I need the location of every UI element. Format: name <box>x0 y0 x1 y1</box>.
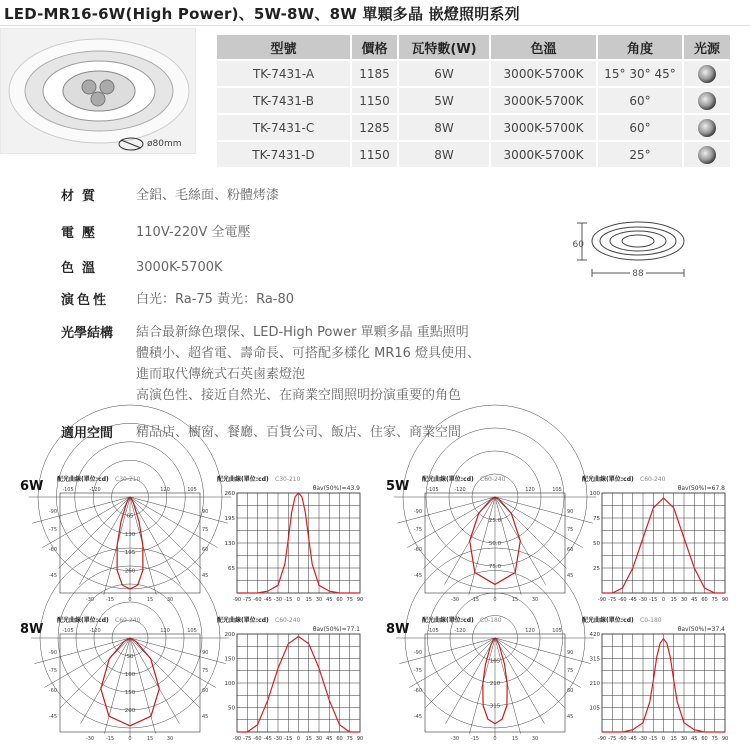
ring-label: 260 <box>124 568 136 575</box>
angle-label: 75 <box>567 668 574 674</box>
y-tick-label: 65 <box>228 566 235 572</box>
x-tick-label: -15 <box>284 597 293 603</box>
chart-label-8w-b: 8W <box>386 622 410 637</box>
angle-label: 120 <box>160 487 170 493</box>
x-tick-label: -75 <box>608 597 617 603</box>
chart-label-8w-a: 8W <box>20 622 44 637</box>
y-tick-label: 420 <box>589 632 600 638</box>
x-tick-label: -90 <box>597 597 607 603</box>
angle-label: -120 <box>89 628 101 634</box>
x-tick-label: 30 <box>680 736 688 742</box>
y-tick-label: 75 <box>593 516 600 522</box>
angle-label: 75 <box>567 527 574 533</box>
x-tick-label: 60 <box>336 736 343 742</box>
angle-label: -30 <box>450 736 460 742</box>
cell-color-temp: 3000K-5700K <box>491 88 596 113</box>
cell-wattage: 8W <box>399 142 489 167</box>
prop-line: 白光：Ra-75 黃光：Ra-80 <box>136 292 295 307</box>
bulb-icon <box>698 92 716 110</box>
prop-value <box>136 185 279 206</box>
x-tick-label: 75 <box>346 736 353 742</box>
x-tick-label: -30 <box>273 736 283 742</box>
x-tick-label: -75 <box>608 736 617 742</box>
polar-chart-2 <box>413 473 574 605</box>
y-tick-label: 200 <box>224 632 235 638</box>
angle-label: 105 <box>187 487 197 493</box>
angle-label: -90 <box>48 509 57 515</box>
angle-label: -75 <box>413 668 422 674</box>
x-tick-label: -60 <box>618 736 627 742</box>
y-tick-label: 100 <box>224 681 235 687</box>
cell-price: 1185 <box>352 61 397 86</box>
x-tick-label: 0 <box>296 597 301 603</box>
prop-label: 材質 <box>61 189 104 204</box>
header-price: 價格 <box>352 35 397 59</box>
prop-label: 演色性 <box>61 293 110 308</box>
theta-label: θav(50%)=77.1 <box>312 626 360 633</box>
table-row <box>217 115 730 140</box>
bulb-icon <box>698 146 716 164</box>
prop-color-temp <box>61 257 223 278</box>
chart-label-5w: 5W <box>386 479 410 494</box>
prop-label: 光學結構 <box>61 326 114 341</box>
chart-title: 配光曲線(單位:cd) <box>57 476 109 483</box>
angle-label: 90 <box>202 509 209 515</box>
angle-label: 30 <box>166 597 174 603</box>
polar-chart-1 <box>48 473 209 605</box>
ring-label: 315 <box>489 703 501 710</box>
ring-label: 65 <box>126 513 134 520</box>
angle-label: 0 <box>493 597 497 603</box>
cell-light-source <box>684 142 730 167</box>
x-tick-label: -45 <box>263 736 272 742</box>
angle-label: 120 <box>525 628 535 634</box>
prop-value <box>136 322 480 406</box>
angle-label: 120 <box>525 487 535 493</box>
cutout-size-label: ø80mm <box>147 139 182 149</box>
angle-label: 0 <box>128 736 132 742</box>
angle-label: -60 <box>413 688 422 694</box>
table-row <box>217 88 730 113</box>
page-title: LED-MR16-6W(High Power)、5W-8W、8W 單顆多晶 嵌燈照明系列 <box>4 5 520 23</box>
chart-title: 配光曲線(單位:cd) <box>422 617 474 624</box>
chart-title: 配光曲線(單位:cd) <box>582 476 634 483</box>
ring-label: 50.0 <box>488 541 502 547</box>
cell-wattage: 8W <box>399 115 489 140</box>
angle-label: 90 <box>202 650 209 656</box>
ring-label: 25.0 <box>488 518 502 524</box>
angle-label: 90 <box>567 509 574 515</box>
chart-title: 配光曲線(單位:cd) <box>422 476 474 483</box>
prop-line: 進而取代傳統式石英鹵素燈泡 <box>136 367 306 382</box>
prop-line: 3000K-5700K <box>136 260 223 275</box>
angle-label: 30 <box>166 736 174 742</box>
angle-label: -105 <box>427 487 439 493</box>
prop-value <box>136 222 250 243</box>
ring-label: 50 <box>126 654 134 660</box>
prop-optics <box>61 322 480 406</box>
x-tick-label: -90 <box>232 736 242 742</box>
x-tick-label: -75 <box>243 597 252 603</box>
y-tick-label: 195 <box>224 516 235 522</box>
x-tick-label: 15 <box>305 736 312 742</box>
product-photo <box>0 28 196 154</box>
chart-code: C30-210 <box>115 476 141 483</box>
ring-label: 195 <box>124 550 136 557</box>
chart-title: 配光曲線(單位:cd) <box>57 617 109 624</box>
x-tick-label: 45 <box>691 597 698 603</box>
prop-label: 適用空間 <box>61 426 114 441</box>
x-tick-label: -30 <box>638 597 648 603</box>
cell-color-temp: 3000K-5700K <box>491 115 596 140</box>
x-tick-label: -60 <box>253 736 262 742</box>
cell-color-temp: 3000K-5700K <box>491 142 596 167</box>
prop-value <box>136 422 461 443</box>
dimension-drawing <box>570 215 690 285</box>
prop-value <box>136 289 294 310</box>
angle-label: 45 <box>567 573 574 579</box>
angle-label: 0 <box>493 736 497 742</box>
y-tick-label: 50 <box>593 541 600 547</box>
cell-angle: 60° <box>598 115 682 140</box>
x-tick-label: 45 <box>326 597 333 603</box>
chart-code: C0-180 <box>480 617 502 624</box>
x-tick-label: -60 <box>253 597 262 603</box>
prop-line: 精品店、櫥窗、餐廳、百貨公司、飯店、住家、商業空間 <box>136 425 462 440</box>
cell-model: TK-7431-A <box>217 61 350 86</box>
cell-light-source <box>684 61 730 86</box>
x-tick-label: 60 <box>336 597 343 603</box>
x-tick-label: 90 <box>356 597 364 603</box>
spec-table <box>215 33 732 169</box>
bulb-icon <box>698 119 716 137</box>
ring-label: 210 <box>489 681 501 687</box>
header-angle: 角度 <box>598 35 682 59</box>
x-tick-label: 0 <box>296 736 301 742</box>
angle-label: 75 <box>202 527 209 533</box>
cell-model: TK-7431-C <box>217 115 350 140</box>
x-tick-label: 30 <box>315 736 323 742</box>
angle-label: -30 <box>85 736 95 742</box>
angle-label: -105 <box>427 628 439 634</box>
ring-label: 130 <box>124 531 136 538</box>
x-tick-label: 15 <box>670 736 677 742</box>
angle-label: -15 <box>105 736 115 742</box>
cartesian-chart-3 <box>215 614 363 744</box>
cell-model: TK-7431-D <box>217 142 350 167</box>
cell-light-source <box>684 115 730 140</box>
prop-value <box>136 257 223 278</box>
angle-label: 15 <box>511 736 519 742</box>
x-tick-label: -90 <box>232 597 242 603</box>
x-tick-label: 75 <box>711 597 718 603</box>
header-color-temp: 色溫 <box>491 35 596 59</box>
header-wattage: 瓦特數(W) <box>399 35 489 59</box>
chart-title: 配光曲線(單位:cd) <box>217 476 269 483</box>
ring-label: 105 <box>489 658 501 665</box>
angle-label: -15 <box>470 736 480 742</box>
angle-label: -45 <box>48 573 57 579</box>
x-tick-label: -15 <box>649 597 658 603</box>
angle-label: -90 <box>413 650 422 656</box>
cell-color-temp: 3000K-5700K <box>491 61 596 86</box>
x-tick-label: 90 <box>721 736 729 742</box>
x-tick-label: -30 <box>273 597 283 603</box>
cell-angle: 15° 30° 45° <box>598 61 682 86</box>
angle-label: -15 <box>105 597 115 603</box>
x-tick-label: -45 <box>263 597 272 603</box>
cutout-icon <box>118 137 144 151</box>
prop-line: 高演色性、接近自然光、在商業空間照明扮演重要的角色 <box>136 388 462 403</box>
angle-label: -90 <box>48 650 57 656</box>
title-divider <box>0 25 750 26</box>
angle-label: 60 <box>202 688 209 694</box>
angle-label: 45 <box>567 714 574 720</box>
prop-material <box>61 185 279 206</box>
x-tick-label: 60 <box>701 736 708 742</box>
y-tick-label: 315 <box>589 656 600 663</box>
angle-label: 60 <box>567 688 574 694</box>
angle-label: 0 <box>128 597 132 603</box>
prop-line: 結合最新綠色環保、LED-High Power 單顆多晶 重點照明 <box>136 325 469 340</box>
angle-label: 90 <box>567 650 574 656</box>
chart-code: C60-240 <box>640 476 666 483</box>
angle-label: 15 <box>146 736 154 742</box>
prop-cri <box>61 289 294 310</box>
ring-label: 75.0 <box>488 564 502 570</box>
angle-label: -120 <box>454 628 466 634</box>
angle-label: -45 <box>48 714 57 720</box>
cell-price: 1150 <box>352 142 397 167</box>
cartesian-chart-1 <box>215 473 363 605</box>
y-tick-label: 150 <box>224 656 235 663</box>
cell-angle: 60° <box>598 88 682 113</box>
cutout-size <box>118 137 182 151</box>
angle-label: 30 <box>531 597 539 603</box>
angle-label: -75 <box>48 668 57 674</box>
angle-label: 60 <box>202 547 209 553</box>
angle-label: -75 <box>48 527 57 533</box>
prop-voltage <box>61 222 250 243</box>
header-light-source: 光源 <box>684 35 730 59</box>
y-tick-label: 105 <box>589 705 600 712</box>
angle-label: -45 <box>413 714 422 720</box>
ring-label: 200 <box>124 708 136 714</box>
angle-label: 15 <box>146 597 154 603</box>
table-header-row <box>217 35 730 59</box>
angle-label: 120 <box>160 628 170 634</box>
x-tick-label: -15 <box>284 736 293 742</box>
angle-label: -105 <box>62 487 74 493</box>
angle-label: -45 <box>413 573 422 579</box>
ring-label: 100 <box>124 672 136 678</box>
ring-label: 150 <box>124 690 136 696</box>
table-row <box>217 142 730 167</box>
theta-label: θav(50%)=43.9 <box>312 485 360 492</box>
x-tick-label: 75 <box>711 736 718 742</box>
cartesian-chart-2 <box>580 473 728 605</box>
x-tick-label: 45 <box>326 736 333 742</box>
angle-label: 15 <box>511 597 519 603</box>
prop-line: 110V-220V 全電壓 <box>136 225 251 240</box>
x-tick-label: -60 <box>618 597 627 603</box>
prop-application <box>61 422 461 443</box>
y-tick-label: 260 <box>224 491 235 497</box>
x-tick-label: -30 <box>638 736 648 742</box>
x-tick-label: -75 <box>243 736 252 742</box>
cell-wattage: 6W <box>399 61 489 86</box>
x-tick-label: -45 <box>628 736 637 742</box>
chart-label-6w: 6W <box>20 479 44 494</box>
header-model: 型號 <box>217 35 350 59</box>
x-tick-label: 0 <box>661 736 666 742</box>
angle-label: -60 <box>413 547 422 553</box>
chart-title: 配光曲線(單位:cd) <box>217 617 269 624</box>
x-tick-label: 75 <box>346 597 353 603</box>
angle-label: 105 <box>552 487 562 493</box>
cell-angle: 25° <box>598 142 682 167</box>
y-tick-label: 130 <box>224 541 235 547</box>
chart-code: C0-180 <box>640 617 662 624</box>
angle-label: 60 <box>567 547 574 553</box>
prop-line: 體積小、超省電、壽命長、可搭配多樣化 MR16 燈具使用、 <box>136 346 481 361</box>
table-row <box>217 61 730 86</box>
theta-label: θav(50%)=67.8 <box>677 485 725 492</box>
y-tick-label: 100 <box>589 491 600 497</box>
angle-label: -120 <box>454 487 466 493</box>
dimension-height: 60 <box>572 240 584 250</box>
x-tick-label: -15 <box>649 736 658 742</box>
x-tick-label: 90 <box>721 597 729 603</box>
y-tick-label: 25 <box>593 566 600 572</box>
prop-label: 電壓 <box>61 226 104 241</box>
angle-label: 30 <box>531 736 539 742</box>
prop-label: 色溫 <box>61 261 104 276</box>
cartesian-chart-4 <box>580 614 728 744</box>
angle-label: -60 <box>48 547 57 553</box>
x-tick-label: 30 <box>315 597 323 603</box>
x-tick-label: 30 <box>680 597 688 603</box>
polar-chart-3 <box>48 614 209 744</box>
x-tick-label: -45 <box>628 597 637 603</box>
prop-line: 全鋁、毛絲面、粉體烤漆 <box>136 188 280 203</box>
cell-price: 1285 <box>352 115 397 140</box>
angle-label: 75 <box>202 668 209 674</box>
angle-label: 105 <box>552 628 562 634</box>
angle-label: -105 <box>62 628 74 634</box>
cell-price: 1150 <box>352 88 397 113</box>
angle-label: -120 <box>89 487 101 493</box>
chart-code: C60-240 <box>480 476 506 483</box>
polar-chart-4 <box>413 614 574 744</box>
theta-label: θav(50%)=37.4 <box>677 626 725 633</box>
angle-label: -75 <box>413 527 422 533</box>
angle-label: -30 <box>450 597 460 603</box>
cell-light-source <box>684 88 730 113</box>
dimension-width: 88 <box>632 269 644 279</box>
angle-label: 45 <box>202 573 209 579</box>
chart-title: 配光曲線(單位:cd) <box>582 617 634 624</box>
x-tick-label: 0 <box>661 597 666 603</box>
angle-label: -60 <box>48 688 57 694</box>
angle-label: 45 <box>202 714 209 720</box>
x-tick-label: 60 <box>701 597 708 603</box>
chart-code: C60-240 <box>275 617 301 624</box>
y-tick-label: 210 <box>589 681 600 687</box>
cell-wattage: 5W <box>399 88 489 113</box>
cell-model: TK-7431-B <box>217 88 350 113</box>
x-tick-label: 45 <box>691 736 698 742</box>
bulb-icon <box>698 65 716 83</box>
y-tick-label: 50 <box>228 705 235 712</box>
x-tick-label: 15 <box>670 597 677 603</box>
angle-label: -30 <box>85 597 95 603</box>
x-tick-label: 90 <box>356 736 364 742</box>
x-tick-label: 15 <box>305 597 312 603</box>
chart-code: C30-210 <box>275 476 301 483</box>
angle-label: -15 <box>470 597 480 603</box>
chart-code: C60-240 <box>115 617 141 624</box>
angle-label: 105 <box>187 628 197 634</box>
angle-label: -90 <box>413 509 422 515</box>
x-tick-label: -90 <box>597 736 607 742</box>
